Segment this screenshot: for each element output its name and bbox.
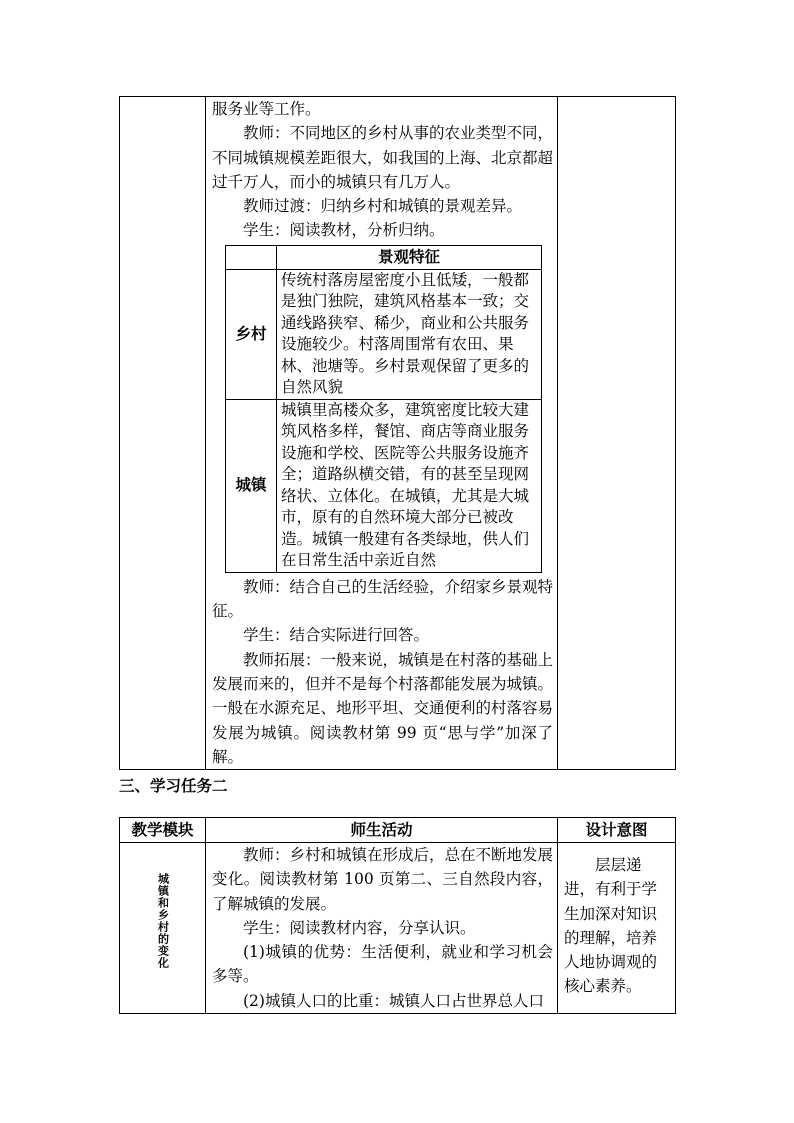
lesson-table-continued — [119, 96, 676, 770]
activity-paragraph: 教师：结合自己的生活经验，介绍家乡景观特征。 — [212, 577, 554, 621]
design-intent-text: 层层递进，有利于学生加深对知识的理解，培养人地协调观的核心素养。 — [564, 856, 658, 996]
corner-cell — [226, 245, 277, 269]
row-label-rural: 乡村 — [226, 269, 277, 399]
activity-paragraph: 学生：阅读教材，分析归纳。 — [243, 221, 445, 240]
module-cell-empty — [120, 97, 206, 770]
design-cell-empty — [558, 97, 676, 770]
landscape-header: 景观特征 — [277, 245, 542, 269]
activity-paragraph: 教师：乡村和城镇在形成后，总在不断地发展变化。阅读教材第 100 页第二、三自然段内容，了解城镇的发展。 — [212, 846, 554, 913]
section-title: 三、学习任务二 — [119, 777, 228, 795]
activity-cell — [206, 843, 558, 1014]
activity-paragraph: 教师拓展：一般来说，城镇是在村落的基础上发展而来的，但并不是每个村落都能发展为城镇。一般在水源充足、地形平坦、交通便利的村落容易发展为城镇。阅读教材第 99 页“思与学”加深了解。 — [212, 650, 554, 766]
header-activities: 师生活动 — [206, 818, 558, 843]
town-landscape-text: 城镇里高楼众多，建筑密度比较大建筑风格多样，餐馆、商店等商业服务设施和学校、医院等公共服务设施齐全；道路纵横交错，有的甚至呈现网络状、立体化。在城镇，尤其是大城市，原有的自然环境大部分已被改造。城镇一般建有各类绿地，供人们在日常生活中亲近自然 — [277, 399, 542, 572]
landscape-comparison-table — [225, 245, 542, 573]
activity-paragraph: 学生：结合实际进行回答。 — [243, 626, 430, 645]
design-cell — [558, 843, 676, 1014]
activity-paragraph: (1)城镇的优势：生活便利，就业和学习机会多等。 — [212, 943, 553, 986]
activity-paragraph: 教师：不同地区的乡村从事的农业类型不同，不同城镇规模差距很大，如我国的上海、北京都超过千万人，而小的城镇只有几万人。 — [212, 124, 554, 191]
row-label-town: 城镇 — [226, 399, 277, 572]
module-cell — [120, 843, 206, 1014]
activity-paragraph: 学生：阅读教材内容，分享认识。 — [243, 918, 476, 937]
activity-cell — [206, 97, 558, 770]
activity-paragraph: 教师过渡：归纳乡村和城镇的景观差异。 — [243, 197, 523, 216]
header-design: 设计意图 — [558, 818, 676, 843]
module-name: 城镇和乡村的变化 — [156, 873, 170, 969]
lesson-table-task2 — [119, 817, 676, 1014]
header-module: 教学模块 — [120, 818, 206, 843]
activity-paragraph: 服务业等工作。 — [212, 100, 321, 118]
rural-landscape-text: 传统村落房屋密度小且低矮，一般都是独门独院，建筑风格基本一致；交通线路狭窄、稀少，商业和公共服务设施较少。村落周围常有农田、果林、池塘等。乡村景观保留了更多的自然风貌 — [277, 269, 542, 399]
activity-paragraph: (2)城镇人口的比重：城镇人口占世界总人口 — [243, 991, 544, 1010]
